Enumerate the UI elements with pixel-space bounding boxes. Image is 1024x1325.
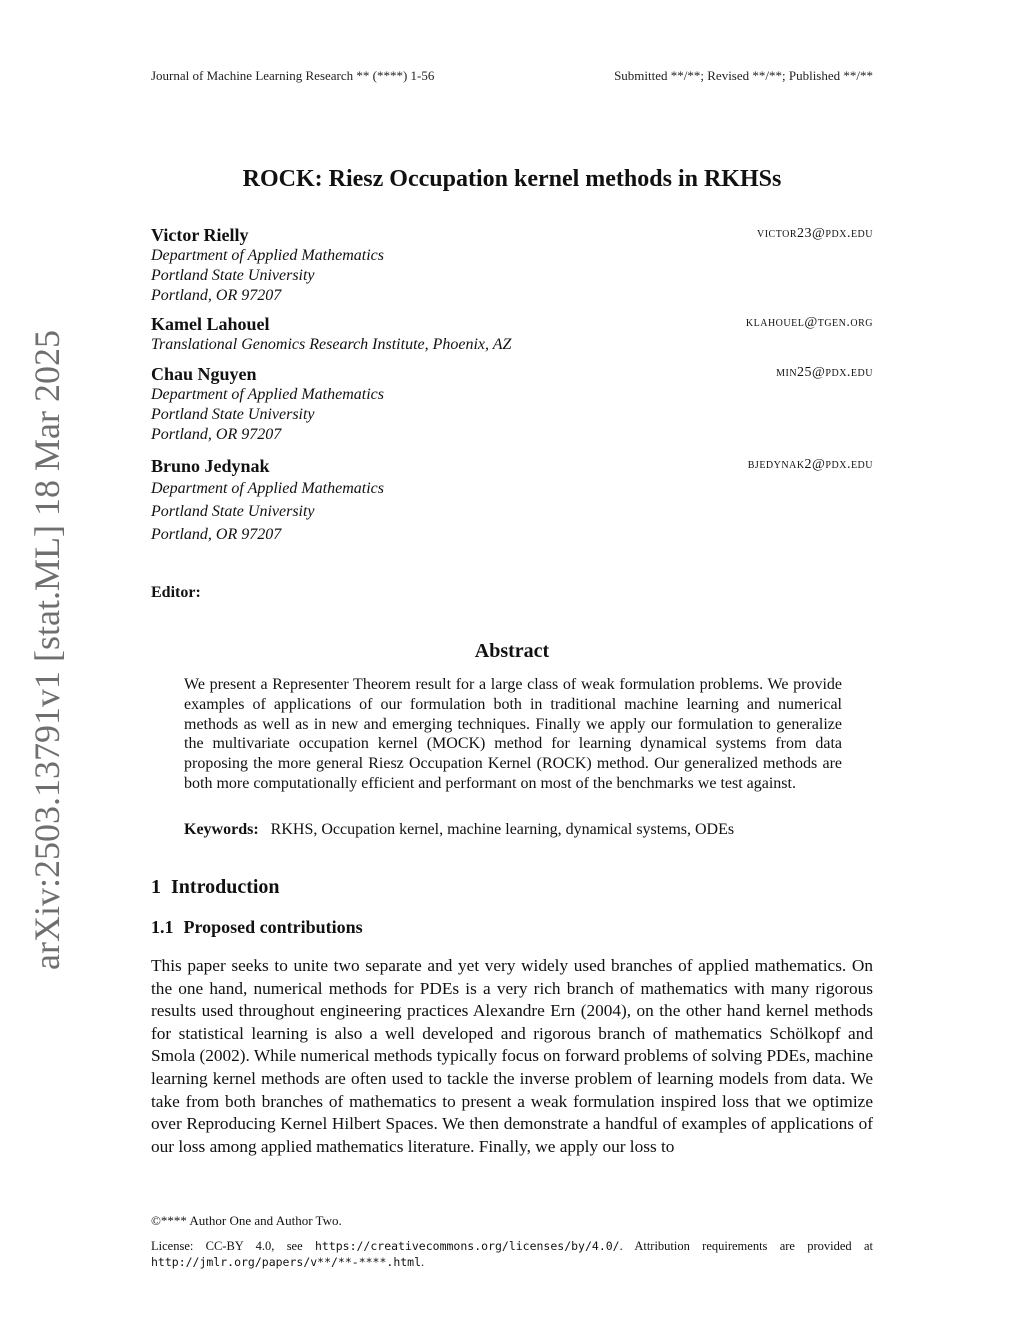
author-name: Chau Nguyen xyxy=(151,364,257,384)
author-email[interactable]: victor23@pdx.edu xyxy=(757,226,873,241)
author-affiliation-line: Translational Genomics Research Institute, Phoenix, AZ xyxy=(151,336,512,353)
author-affiliation-line: Portland State University xyxy=(151,503,315,520)
author-email[interactable]: klahouel@tgen.org xyxy=(745,315,873,330)
author-affiliation-line: Portland, OR 97207 xyxy=(151,526,282,543)
author-name: Kamel Lahouel xyxy=(151,314,270,334)
keywords-list: RKHS, Occupation kernel, machine learning, dynamical systems, ODEs xyxy=(270,821,735,838)
copyright-notice: ©**** Author One and Author Two. xyxy=(151,1213,342,1228)
abstract-text: We present a Representer Theorem result for a large class of weak formulation problems. We provide examples of applications of our formulation both in traditional machine learning and numerical methods as well as in new and emerging techniques. Finally we apply our formulation to generalize the multivariate occupation kernel (MOCK) method for learning dynamical systems from data proposing the more general Riesz Occupation Kernel (ROCK) method. Our generalized methods are both more computationally efficient and performant on most of the benchmarks we test against. xyxy=(184,676,842,792)
license-prefix: License: CC-BY 4.0, see xyxy=(151,1239,303,1253)
author-block xyxy=(151,314,873,355)
arxiv-id-text: arXiv:2503.13791v1 [stat.ML] 18 Mar 2025 xyxy=(27,330,68,970)
author-email[interactable]: min25@pdx.edu xyxy=(776,365,873,380)
license-mid-text: . Attribution requirements are provided at xyxy=(619,1239,873,1253)
author-email[interactable]: bjedynak2@pdx.edu xyxy=(747,457,873,472)
author-affiliation-line: Portland State University xyxy=(151,267,315,284)
keywords-label: Keywords: xyxy=(184,821,259,838)
license-notice xyxy=(151,1238,873,1270)
author-block xyxy=(151,225,873,306)
subsection-title: Proposed contributions xyxy=(183,917,363,937)
section-number: 1 xyxy=(151,876,161,898)
author-block xyxy=(151,364,873,445)
license-end: . xyxy=(421,1255,425,1269)
author-name: Victor Rielly xyxy=(151,225,249,245)
subsection-heading xyxy=(151,917,363,938)
section-title: Introduction xyxy=(171,876,280,898)
author-affiliation-line: Portland, OR 97207 xyxy=(151,287,282,304)
subsection-number: 1.1 xyxy=(151,917,174,937)
author-block xyxy=(151,456,873,546)
running-header-journal: Journal of Machine Learning Research ** (****) 1-56 xyxy=(151,68,435,83)
author-affiliation-line: Department of Applied Mathematics xyxy=(151,480,384,497)
abstract-heading: Abstract xyxy=(474,640,550,662)
author-affiliation-line: Portland State University xyxy=(151,406,315,423)
author-affiliation-line: Department of Applied Mathematics xyxy=(151,386,384,403)
keywords-line xyxy=(184,821,842,839)
author-affiliation-line: Portland, OR 97207 xyxy=(151,426,282,443)
running-header-dates: Submitted **/**; Revised **/**; Published **/** xyxy=(614,68,873,83)
author-name: Bruno Jedynak xyxy=(151,456,270,476)
editor-label: Editor: xyxy=(151,584,201,601)
attribution-link[interactable]: http://jmlr.org/papers/v**/**-****.html xyxy=(151,1255,422,1269)
section-heading xyxy=(151,876,280,899)
author-affiliation-line: Department of Applied Mathematics xyxy=(151,247,384,264)
license-link[interactable]: https://creativecommons.org/licenses/by/4.0/ xyxy=(314,1239,620,1253)
body-paragraph: This paper seeks to unite two separate and yet very widely used branches of applied mathematics. On the one hand, numerical methods for PDEs is a very rich branch of mathematics with many rigorous results used throughout engineering practices Alexandre Ern (2004), on the other hand kernel methods for statistical learning is also a well developed and rigorous branch of mathematics Schölkopf and Smola (2002). While numerical methods typically focus on forward problems of solving PDEs, machine learning kernel methods are often used to tackle the inverse problem of learning models from data. We take from both branches of mathematics to present a weak formulation inspired loss that we optimize over Reproducing Kernel Hilbert Spaces. We then demonstrate a handful of examples of applications of our loss among applied mathematics literature. Finally, we apply our loss to xyxy=(151,956,873,1156)
paper-title: ROCK: Riesz Occupation kernel methods in RKHSs xyxy=(242,166,782,192)
